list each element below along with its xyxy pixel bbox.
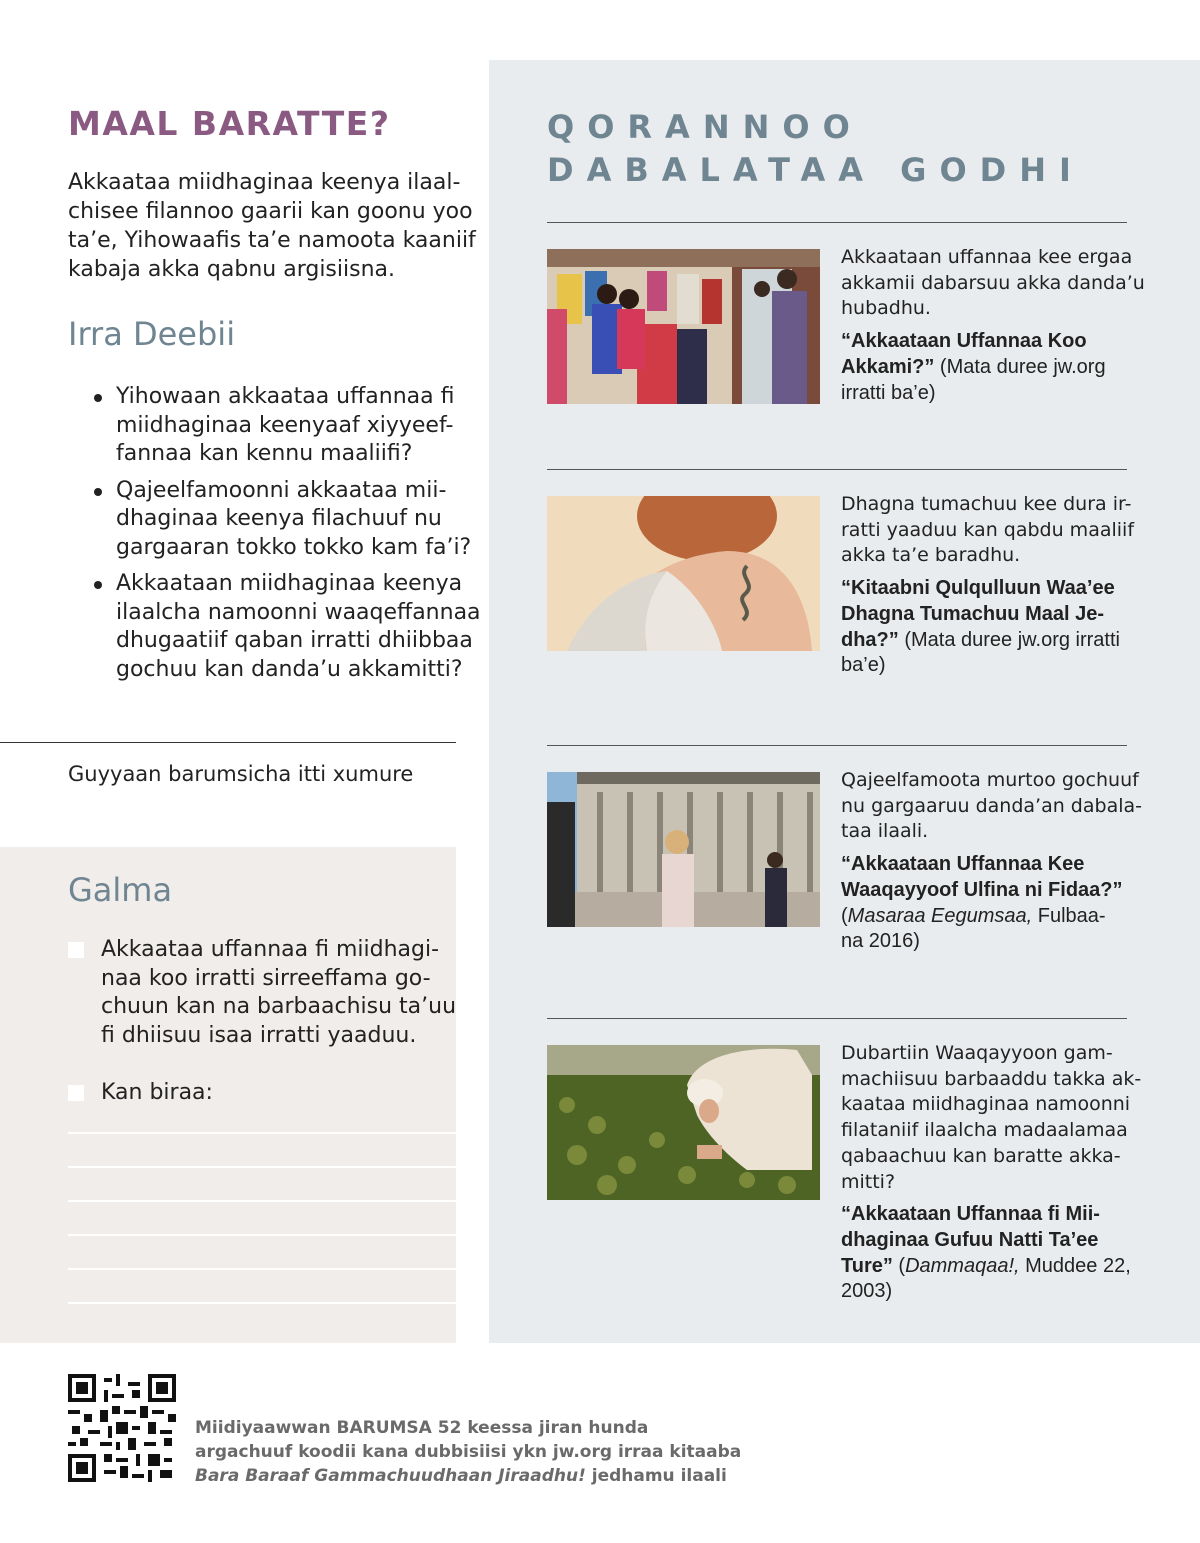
divider [547, 222, 1127, 223]
field-worker-photo [547, 1045, 820, 1200]
completion-date-label: Guyyaan barumsicha itti xumure [68, 762, 414, 786]
checkbox[interactable] [68, 942, 84, 958]
study-item-text: Dubartiin Waaqayyoon gam- machiisuu barbaaddu takka ak- kaataa miidhaginaa namoonni filataniif ilaalcha madaalamaa qabaachuu kan baratte akka- mitti? “Akkaataan Uffannaa fi Mii- dhaginaa Gufuu Natti Ta’ee Ture” (Dammaqaa!, Muddee 22, 2003) [841, 1041, 1131, 1305]
write-line[interactable] [68, 1166, 456, 1168]
footer-note: Miidiyaawwan BARUMSA 52 keessa jiran hunda argachuuf koodii kana dubbisiisi ykn jw.org irraa kitaaba Bara Baraaf Gammachuudhaan Jiraadhu! jedhamu ilaali [195, 1418, 742, 1486]
study-item-reference[interactable]: “Akkaataan Uffannaa Kee Waaqayyoof Ulfina ni Fidaa?” (Masaraa Eegumsaa, Fulbaa- na 2016) [841, 853, 1123, 953]
write-line[interactable] [68, 1268, 456, 1270]
write-line[interactable] [68, 1234, 456, 1236]
study-item-reference[interactable]: “Akkaataan Uffannaa fi Mii- dhaginaa Gufuu Natti Ta’ee Ture” (Dammaqaa!, Muddee 22, 2003) [841, 1203, 1131, 1303]
shoulder-tattoo-photo [547, 496, 820, 651]
further-study-title: QORANNOO DABALATAA GODHI [547, 108, 1084, 189]
study-item-reference[interactable]: “Kitaabni Qulqulluun Waa’ee Dhagna Tumachuu Maal Je- dha?” (Mata duree jw.org irratti ba’e) [841, 577, 1120, 677]
divider [547, 745, 1127, 746]
news-reporter-photo [547, 772, 820, 927]
goal-heading: Galma [68, 871, 173, 909]
write-line[interactable] [68, 1200, 456, 1202]
section-kicker: MAAL BARATTE? [68, 104, 391, 143]
question-item: Akkaataan miidhaginaa keenya ilaalcha namoonni waaqeffannaa dhugaatiif qaban irratti dhiibbaa gochuu kan danda’u akkamitti? [92, 570, 472, 684]
write-line[interactable] [68, 1132, 456, 1134]
goal-option-other[interactable]: Kan biraa: [68, 1079, 438, 1109]
study-item-text: Dhagna tumachuu kee dura ir- ratti yaaduu kan qabdu maaliif akka ta’e baradhu. “Kitaabni Qulqulluun Waa’ee Dhagna Tumachuu Maal Je- dha?” (Mata duree jw.org irratti ba’e) [841, 492, 1131, 679]
divider [0, 742, 456, 743]
question-list [92, 383, 481, 692]
question-item: Yihowaan akkaataa uffannaa fi miidhaginaa keenyaaf xiyyeef- fannaa kan kennu maaliifi? [92, 383, 472, 469]
study-item-reference[interactable]: “Akkaataan Uffannaa Koo Akkami?” (Mata duree jw.org irratti ba’e) [841, 330, 1106, 404]
study-item-text: Qajeelfamoota murtoo gochuuf nu gargaaruu danda’an dabala- taa ilaali. “Akkaataan Uffannaa Kee Waaqayyoof Ulfina ni Fidaa?” (Masaraa Eegumsaa, Fulbaa- na 2016) [841, 768, 1131, 955]
clothing-store-photo [547, 249, 820, 404]
goal-option-adjust[interactable]: Akkaataa uffannaa fi miidhagi- naa koo irratti sirreeffama go- chuun kan na barbaachisu ta’uu fi dhiisuu isaa irratti yaaduu. [68, 936, 438, 1056]
study-item-text: Akkaataan uffannaa kee ergaa akkamii dabarsuu akka danda’u hubadhu. “Akkaataan Uffannaa Koo Akkami?” (Mata duree jw.org irratti ba’e) [841, 245, 1131, 406]
question-item: Qajeelfamoonni akkaataa mii- dhaginaa keenya filachuuf nu gargaaran tokko tokko kam fa’i? [92, 477, 472, 563]
checkbox[interactable] [68, 1085, 84, 1101]
discuss-heading: Irra Deebii [68, 315, 236, 353]
divider [547, 469, 1127, 470]
qr-code-icon[interactable] [68, 1374, 176, 1482]
write-line[interactable] [68, 1302, 456, 1304]
intro-paragraph: Akkaataa miidhaginaa keenya ilaal- chisee filannoo gaarii kan goonu yoo ta’e, Yihowaafis ta’e namoota kaaniif kabaja akka qabnu argisiisna. [68, 170, 476, 282]
divider [547, 1018, 1127, 1019]
